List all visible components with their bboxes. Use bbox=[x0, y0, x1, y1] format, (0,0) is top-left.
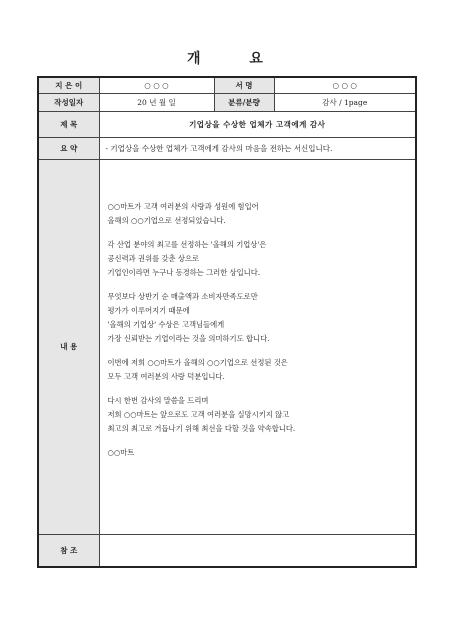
content-line: ○○마트가 고객 여러분의 사랑과 성원에 힘입어 bbox=[107, 201, 259, 211]
content-line: 각 산업 분야의 최고를 선정하는 '올해의 기업상'은 bbox=[107, 239, 267, 249]
content-paragraph bbox=[108, 290, 416, 346]
content-line: 공신력과 권위를 갖춘 상으로 bbox=[107, 253, 200, 263]
date-label: 작성일자 bbox=[38, 93, 99, 111]
content-line: 무엇보다 상반기 순 매출액과 소비자만족도로만 bbox=[107, 291, 258, 301]
subject-value: 기업상을 수상한 업체가 고객에게 감사 bbox=[99, 111, 416, 137]
content-line: 이번에 저희 ○○마트가 올해의 ○○기업으로 선정된 것은 bbox=[107, 357, 288, 367]
content-line: 올해의 ○○기업으로 선정되었습니다. bbox=[107, 215, 226, 225]
overview-form bbox=[37, 76, 417, 568]
content-line: 기업인이라면 누구나 동경하는 그러한 상입니다. bbox=[107, 267, 261, 277]
summary-value: - 기업상을 수상한 업체가 고객에게 감사의 마음을 전하는 서신입니다. bbox=[99, 137, 416, 159]
date-value: 20 년 월 일 bbox=[99, 93, 214, 111]
content-paragraph bbox=[108, 356, 416, 384]
content-paragraph bbox=[108, 446, 416, 460]
signature-value: ○ ○ ○ bbox=[274, 77, 416, 93]
content-line: 최고의 최고로 거듭나기 위해 최선을 다할 것을 약속합니다. bbox=[107, 423, 296, 433]
content-line: 평가가 이루어지기 때문에 bbox=[107, 305, 190, 315]
content-label: 내 용 bbox=[38, 159, 99, 534]
content-line: 다시 한번 감사의 말씀을 드리며 bbox=[107, 395, 209, 405]
reference-label: 참 조 bbox=[38, 534, 99, 567]
content-line: 저희 ○○마트는 앞으로도 고객 여러분을 실망시키지 않고 bbox=[107, 409, 290, 419]
content-text bbox=[108, 200, 416, 460]
content-paragraph bbox=[108, 238, 416, 280]
content-line: 가장 신뢰받는 기업이라는 것을 의미하기도 합니다. bbox=[107, 333, 270, 343]
document-title: 개 요 bbox=[187, 51, 285, 67]
content-paragraph bbox=[108, 200, 416, 228]
content-body bbox=[99, 159, 416, 534]
signature-label: 서 명 bbox=[214, 77, 274, 93]
category-value: 감사 / 1page bbox=[274, 93, 416, 111]
category-label: 분류/분량 bbox=[214, 93, 274, 111]
content-paragraph bbox=[108, 394, 416, 436]
content-line: '올해의 기업상' 수상은 고객님들에게 bbox=[107, 319, 225, 329]
content-line: 모두 고객 여러분의 사랑 덕분입니다. bbox=[107, 371, 225, 381]
summary-label: 요 약 bbox=[38, 137, 99, 159]
author-label: 지 은 이 bbox=[38, 77, 99, 93]
reference-value bbox=[99, 534, 416, 567]
subject-label: 제 목 bbox=[38, 111, 99, 137]
author-value: ○ ○ ○ bbox=[99, 77, 214, 93]
content-line: ○○마트 bbox=[107, 447, 135, 457]
